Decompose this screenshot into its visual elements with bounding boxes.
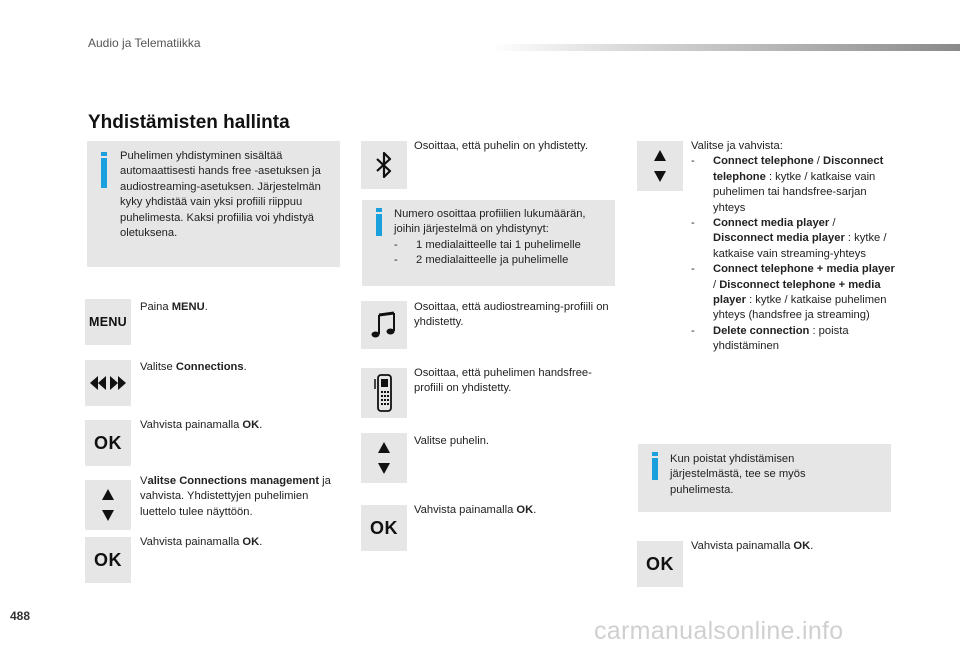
option-item: - Connect media player / Disconnect media player : kytke / katkaise vain streaming-yhteys (691, 216, 896, 262)
up-down-arrows-icon-3 (637, 141, 683, 191)
music-symbol-box (361, 301, 407, 349)
watermark: carmanualsonline.info (594, 617, 844, 645)
up-down-arrows-icon-2 (361, 433, 407, 483)
step-confirm-ok-3: Vahvista painamalla OK. (414, 504, 537, 516)
info-icon (376, 214, 382, 236)
up-down-icon (652, 148, 668, 184)
ok-button-icon-2 (85, 537, 131, 583)
ok-label: OK (94, 432, 122, 453)
ok-label: OK (646, 553, 674, 574)
connection-options: Valitse ja vahvista: - Connect telephone / Disconnect telephone : kytke / katkaise vain puhelimen tai handsfree-sarjan yhteys - Connect media player / Disconnect media player : kytke / katkaise vain streaming-yhteys - Connect telephone + media player / Disconnect telephone + media player : kytke / katkaise puhelimen yhteys (handsfree ja streaming) - Delete connection : poista yhdistäminen (691, 139, 896, 355)
info-icon (652, 458, 658, 480)
step-select-phone: Valitse puhelin. (414, 435, 490, 447)
info-icon (101, 158, 107, 188)
info-pairing-text: Puhelimen yhdistyminen sisältää automaattisesti hands free -asetuksen ja audiostreaming-asetuksen. Järjestelmän kyky yhdistää vain yksi profiili riippuu puhelimesta. Kaksi profiilia voi yhdistyä oletuksena. (120, 150, 321, 240)
step-confirm-ok-4: Vahvista painamalla OK. (691, 540, 814, 552)
page-title: Yhdistämisten hallinta (88, 112, 290, 133)
music-note-icon (369, 310, 399, 340)
step-press-menu: Paina MENU. (140, 301, 208, 313)
info-profiles-text: Numero osoittaa profiilien lukumäärän, joihin järjestelmä on yhdistynyt: - 1 medialaitteelle tai 1 puhelimelle - 2 medialaitteelle ja puhelimelle (394, 207, 606, 269)
up-down-icon (376, 440, 392, 476)
left-right-arrows-icon (88, 375, 128, 391)
bluetooth-icon (375, 151, 393, 179)
seek-arrows-icon (85, 360, 131, 406)
option-item: - Delete connection : poista yhdistäminen (691, 324, 896, 355)
info-delete-text: Kun poistat yhdistämisen järjestelmästä, tee se myös puhelimesta. (670, 453, 806, 496)
menu-button-icon (85, 299, 131, 345)
up-down-arrows-icon (85, 480, 131, 530)
phone-symbol-box (361, 368, 407, 418)
audio-streaming-text: Osoittaa, että audiostreaming-profiili on yhdistetty. (414, 301, 609, 329)
step-confirm-ok-1: Vahvista painamalla OK. (140, 419, 263, 431)
step-confirm-ok-2: Vahvista painamalla OK. (140, 536, 263, 548)
option-item: - Connect telephone + media player / Disconnect telephone + media player : kytke / katkaise puhelimen yhteys (handsfree ja streaming) (691, 262, 896, 324)
step-connections-management: Valitse Connections management ja vahvista. Yhdistettyjen puhelimien luettelo tulee näyttöön. (140, 475, 331, 518)
mobile-phone-icon (373, 373, 395, 413)
up-down-icon (100, 487, 116, 523)
menu-label: MENU (88, 315, 127, 329)
bluetooth-symbol-box (361, 141, 407, 189)
ok-button-icon (85, 420, 131, 466)
ok-label: OK (94, 549, 122, 570)
step-select-connections: Valitse Connections. (140, 361, 247, 373)
option-item: - Connect telephone / Disconnect telephone : kytke / katkaise vain puhelimen tai handsfree-sarjan yhteys (691, 154, 896, 216)
page-number: 488 (10, 609, 31, 623)
ok-button-icon-4 (637, 541, 683, 587)
bluetooth-connected-text: Osoittaa, että puhelin on yhdistetty. (414, 140, 588, 152)
handsfree-profile-text: Osoittaa, että puhelimen handsfree-profiili on yhdistetty. (414, 367, 592, 395)
section-header: Audio ja Telematiikka (88, 36, 201, 50)
ok-label: OK (370, 517, 398, 538)
ok-button-icon-3 (361, 505, 407, 551)
header-gradient-bar (490, 44, 960, 51)
